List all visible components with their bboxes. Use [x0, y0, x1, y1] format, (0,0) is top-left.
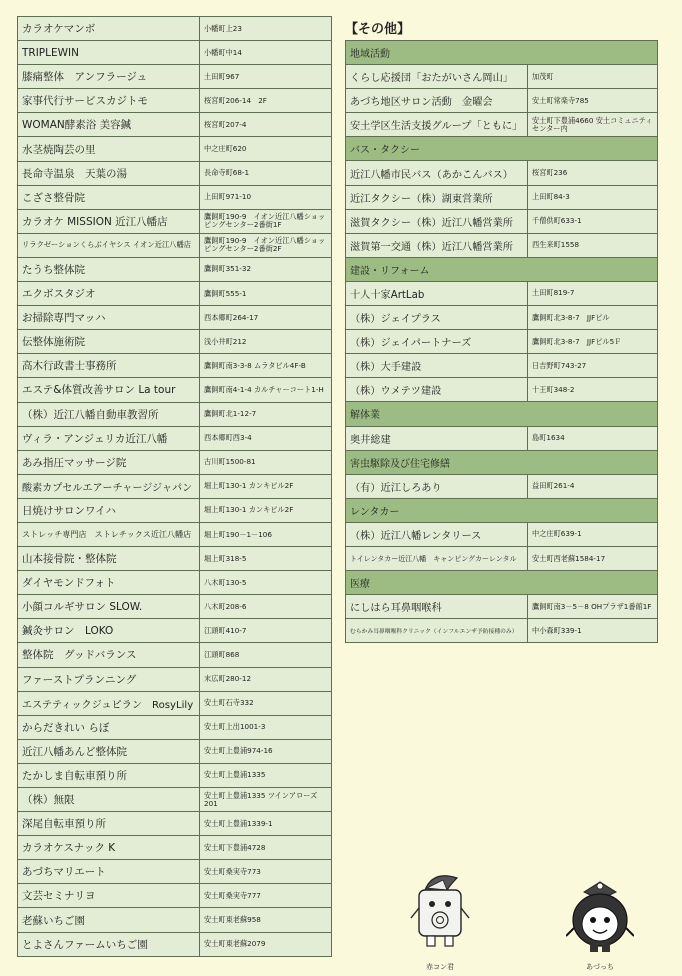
business-address: 千僧供町633-1 [528, 209, 658, 233]
business-name: 日焼けサロンワイハ [18, 498, 200, 522]
business-name: 安土学区生活支援グループ「ともに」 [346, 113, 528, 137]
category-label: 建設・リフォーム [346, 257, 658, 281]
business-name: とよさんファームいちご園 [18, 932, 200, 956]
business-address: 桜宮町236 [528, 161, 658, 185]
business-address: 鷹飼町北3-8-7 JJFビル [528, 306, 658, 330]
category-label: 害虫駆除及び住宅修繕 [346, 450, 658, 474]
business-name: 奥井総建 [346, 426, 528, 450]
directory-row [18, 571, 332, 595]
business-address: 島町1634 [528, 426, 658, 450]
business-address: 鷹飼町北1-12-7 [200, 402, 332, 426]
business-name: 膝痛整体 アンフラージュ [18, 65, 200, 89]
business-address: 堀上町130-1 カンキビル2F [200, 474, 332, 498]
directory-row [18, 498, 332, 522]
directory-row [18, 884, 332, 908]
directory-row [346, 281, 658, 305]
business-name: エステティックジュピラン RosyLily [18, 691, 200, 715]
directory-row [18, 860, 332, 884]
business-name: （株）近江八幡自動車教習所 [18, 402, 200, 426]
business-name: エクボスタジオ [18, 282, 200, 306]
business-address: 安土町上豊浦1335 [200, 763, 332, 787]
business-address: 安土町上豊浦1339-1 [200, 812, 332, 836]
business-address: 小幡町上23 [200, 17, 332, 41]
left-directory-table [17, 16, 332, 957]
business-address: 桜宮町206-14 2F [200, 89, 332, 113]
business-address: 古川町1500-81 [200, 450, 332, 474]
business-address: 八木町208-6 [200, 595, 332, 619]
business-address: 土田町967 [200, 65, 332, 89]
category-row [346, 498, 658, 522]
directory-row [18, 17, 332, 41]
category-row [346, 257, 658, 281]
business-address: 長命寺町68-1 [200, 161, 332, 185]
business-name: 伝整体施術院 [18, 330, 200, 354]
category-label: 医療 [346, 571, 658, 595]
akakon-mascot-icon [405, 868, 475, 962]
business-name: （株）ジェイパートナーズ [346, 330, 528, 354]
akakon-mascot [405, 868, 475, 972]
business-address: 末広町280-12 [200, 667, 332, 691]
business-name: （株）大手建設 [346, 354, 528, 378]
business-name: （有）近江しろあり [346, 474, 528, 498]
other-section-heading: 【その他】 [345, 22, 411, 37]
business-address: 鷹飼町北3-8-7 JJFビル5Ｆ [528, 330, 658, 354]
akakon-caption: 赤コン君 [426, 963, 454, 971]
business-name: お掃除専門マッハ [18, 306, 200, 330]
directory-row [18, 89, 332, 113]
business-name: （株）ジェイプラス [346, 306, 528, 330]
business-address: 桜宮町207-4 [200, 113, 332, 137]
azucchi-mascot [566, 878, 634, 972]
directory-row [346, 546, 658, 570]
directory-row [18, 185, 332, 209]
directory-row [18, 306, 332, 330]
directory-row [18, 836, 332, 860]
business-name: 高木行政書士事務所 [18, 354, 200, 378]
business-address: 上田町971-10 [200, 185, 332, 209]
business-address: 安土町東老蘇958 [200, 908, 332, 932]
directory-row [18, 547, 332, 571]
business-name: 深尾自転車預り所 [18, 812, 200, 836]
directory-row [346, 378, 658, 402]
other-directory-table [345, 40, 658, 643]
directory-row [18, 330, 332, 354]
directory-row [346, 595, 658, 619]
directory-row [346, 89, 658, 113]
category-label: 地域活動 [346, 41, 658, 65]
business-name: リラクゼーションくらぶイヤシス イオン近江八幡店 [18, 233, 200, 257]
directory-row [18, 354, 332, 378]
category-row [346, 402, 658, 426]
business-name: むらかみ耳鼻咽喉科クリニック（インフルエンザ予防接種のみ） [346, 619, 528, 643]
business-name: ヴィラ・アンジェリカ近江八幡 [18, 426, 200, 450]
business-address: 中之庄町620 [200, 137, 332, 161]
business-name: 滋賀第一交通（株）近江八幡営業所 [346, 233, 528, 257]
business-address: 安土町下豊浦4728 [200, 836, 332, 860]
business-name: （株）近江八幡レンタリース [346, 522, 528, 546]
business-name: たかしま自転車預り所 [18, 763, 200, 787]
business-address: 江頭町410-7 [200, 619, 332, 643]
business-name: ダイヤモンドフォト [18, 571, 200, 595]
directory-row [346, 65, 658, 89]
business-name: ファーストプランニング [18, 667, 200, 691]
business-address: 安土町石寺332 [200, 691, 332, 715]
business-address: 堀上町130-1 カンキビル2F [200, 498, 332, 522]
business-address: 益田町261-4 [528, 474, 658, 498]
directory-row [18, 619, 332, 643]
business-address: 上田町84-3 [528, 185, 658, 209]
business-address: 鷹飼町南3-3-8 ムラタビル4F-B [200, 354, 332, 378]
category-label: レンタカー [346, 498, 658, 522]
directory-row [18, 715, 332, 739]
business-address: 加茂町 [528, 65, 658, 89]
business-name: 長命寺温泉 天葉の湯 [18, 161, 200, 185]
category-label: 解体業 [346, 402, 658, 426]
business-address: 鷹飼町555-1 [200, 282, 332, 306]
directory-row [18, 209, 332, 233]
business-name: からだきれい らぼ [18, 715, 200, 739]
directory-row [346, 113, 658, 137]
directory-row [18, 137, 332, 161]
business-name: カラオケ MISSION 近江八幡店 [18, 209, 200, 233]
directory-row [18, 113, 332, 137]
directory-row [346, 209, 658, 233]
business-name: 小顔コルギサロン SLOW. [18, 595, 200, 619]
business-name: カラオケスナック K [18, 836, 200, 860]
left-directory-body [18, 17, 332, 957]
business-address: 鷹飼町351-32 [200, 257, 332, 281]
directory-row [346, 306, 658, 330]
business-name: 十人十家ArtLab [346, 281, 528, 305]
directory-row [346, 185, 658, 209]
business-address: 安土町上豊浦974-16 [200, 739, 332, 763]
directory-row [18, 257, 332, 281]
business-name: 文芸セミナリヨ [18, 884, 200, 908]
azucchi-caption: あづっち [586, 963, 614, 971]
directory-row [18, 41, 332, 65]
directory-row [18, 739, 332, 763]
business-name: あみ指圧マッサージ院 [18, 450, 200, 474]
business-name: 老蘇いちご園 [18, 908, 200, 932]
business-name: たうち整体院 [18, 257, 200, 281]
business-address: 鷹飼町190-9 イオン近江八幡ショッピングセンター2番街2F [200, 233, 332, 257]
directory-row [18, 788, 332, 812]
business-address: 西生来町1558 [528, 233, 658, 257]
business-address: 鷹飼町南4-1-4 カルチャーコート1-H [200, 378, 332, 402]
directory-row [346, 233, 658, 257]
business-address: 浅小井町212 [200, 330, 332, 354]
directory-row [18, 908, 332, 932]
business-name: WOMAN酵素浴 美容鍼 [18, 113, 200, 137]
business-address: 安土町桑実寺773 [200, 860, 332, 884]
business-name: にしはら耳鼻咽喉科 [346, 595, 528, 619]
business-address: 安土町上豊浦1335 ツインアローズ201 [200, 788, 332, 812]
business-address: 堀上町190－1－106 [200, 522, 332, 546]
directory-row [346, 161, 658, 185]
business-name: 山本接骨院・整体院 [18, 547, 200, 571]
business-address: 堀上町318-5 [200, 547, 332, 571]
business-address: 小幡町中14 [200, 41, 332, 65]
directory-row [18, 522, 332, 546]
azucchi-mascot-icon [566, 878, 634, 962]
business-address: 安土町西老蘇1584-17 [528, 546, 658, 570]
business-name: 家事代行サービスカジトモ [18, 89, 200, 113]
directory-row [18, 233, 332, 257]
directory-row [18, 812, 332, 836]
business-address: 安土町常楽寺785 [528, 89, 658, 113]
business-name: ストレッチ専門店 ストレチックス近江八幡店 [18, 522, 200, 546]
business-address: 安土町東老蘇2079 [200, 932, 332, 956]
business-address: 安土町下豊浦4660 安土コミュニティセンター内 [528, 113, 658, 137]
business-address: 八木町130-5 [200, 571, 332, 595]
business-name: くらし応援団「おたがいさん岡山」 [346, 65, 528, 89]
business-name: （株）ウメテツ建設 [346, 378, 528, 402]
business-name: TRIPLEWIN [18, 41, 200, 65]
directory-row [18, 65, 332, 89]
directory-row [18, 474, 332, 498]
directory-row [346, 619, 658, 643]
business-address: 日吉野町743-27 [528, 354, 658, 378]
business-address: 中小森町339-1 [528, 619, 658, 643]
directory-row [18, 667, 332, 691]
directory-row [346, 426, 658, 450]
business-name: エステ&体質改善サロン La tour [18, 378, 200, 402]
business-name: 近江タクシー（株）湖東営業所 [346, 185, 528, 209]
business-name: こざさ整骨院 [18, 185, 200, 209]
category-row [346, 571, 658, 595]
directory-row [346, 474, 658, 498]
directory-row [18, 643, 332, 667]
business-name: 近江八幡あんど整体院 [18, 739, 200, 763]
business-name: （株）無限 [18, 788, 200, 812]
business-name: カラオケマンボ [18, 17, 200, 41]
business-address: 西本郷町264-17 [200, 306, 332, 330]
business-address: 土田町819-7 [528, 281, 658, 305]
business-address: 中之庄町639-1 [528, 522, 658, 546]
business-name: 整体院 グッドバランス [18, 643, 200, 667]
business-address: 鷹飼町南3－5－8 OHプラザ1番館1F [528, 595, 658, 619]
business-name: 水茎焼陶芸の里 [18, 137, 200, 161]
directory-row [18, 282, 332, 306]
business-address: 十王町348-2 [528, 378, 658, 402]
business-address: 安土町上出1001-3 [200, 715, 332, 739]
business-name: 滋賀タクシー（株）近江八幡営業所 [346, 209, 528, 233]
business-address: 江頭町868 [200, 643, 332, 667]
directory-row [18, 932, 332, 956]
directory-row [18, 595, 332, 619]
directory-row [346, 330, 658, 354]
directory-row [18, 426, 332, 450]
directory-row [18, 691, 332, 715]
business-name: 酸素カプセルエアーチャージジャパン [18, 474, 200, 498]
business-name: あづちマリエート [18, 860, 200, 884]
directory-row [346, 522, 658, 546]
directory-row [346, 354, 658, 378]
category-row [346, 450, 658, 474]
business-name: 近江八幡市民バス（あかこんバス） [346, 161, 528, 185]
business-name: 鍼灸サロン LOKO [18, 619, 200, 643]
category-row [346, 41, 658, 65]
directory-row [18, 450, 332, 474]
directory-row [18, 161, 332, 185]
other-directory-body [346, 41, 658, 643]
business-address: 鷹飼町190-9 イオン近江八幡ショッピングセンター2番街1F [200, 209, 332, 233]
directory-row [18, 763, 332, 787]
business-address: 西本郷町西3-4 [200, 426, 332, 450]
category-label: バス・タクシー [346, 137, 658, 161]
category-row [346, 137, 658, 161]
business-name: あづち地区サロン活動 金曜会 [346, 89, 528, 113]
business-name: トイレンタカー近江八幡 キャンピングカーレンタル [346, 546, 528, 570]
business-address: 安土町桑実寺777 [200, 884, 332, 908]
directory-row [18, 378, 332, 402]
directory-row [18, 402, 332, 426]
